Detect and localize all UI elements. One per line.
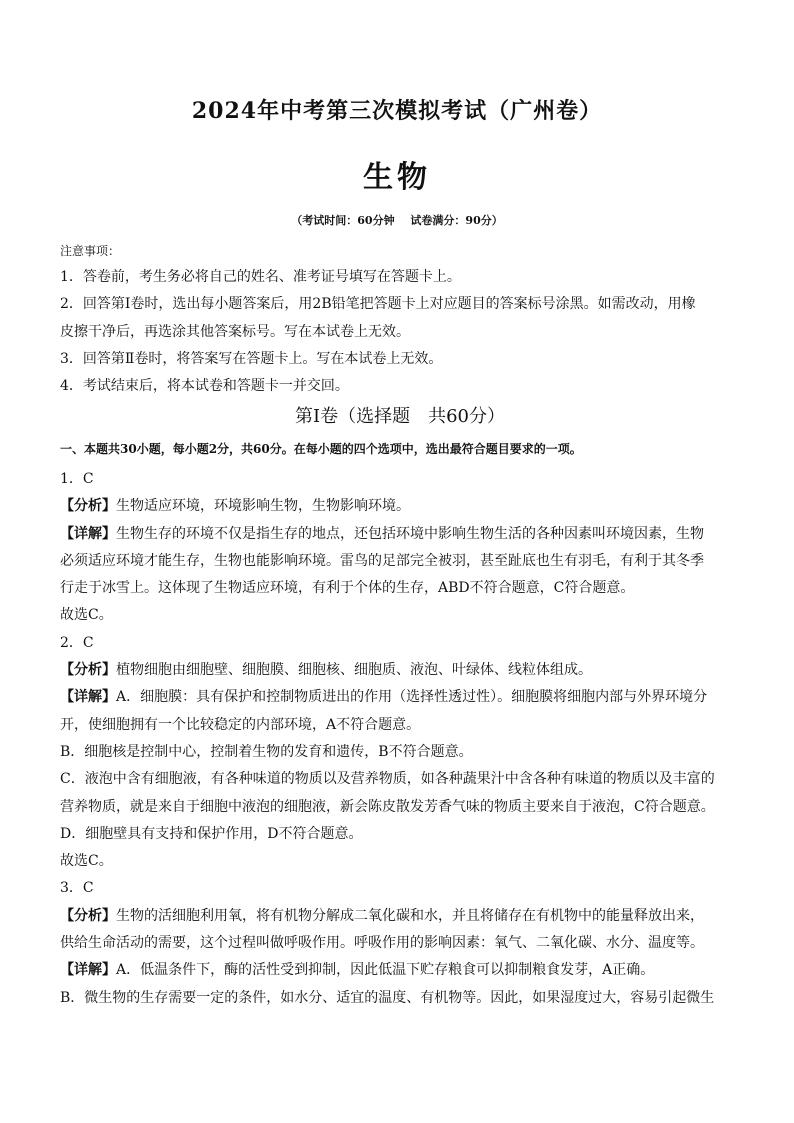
answer-number: 3．C [60,880,94,897]
detail-line: 开，使细胞拥有一个比较稳定的内部环境，A不符合题意。 [60,716,421,733]
analysis-line: 供给生命活动的需要，这个过程叫做呼吸作用。呼吸作用的影响因素：氧气、二氧化碳、水分、温度等。 [60,935,704,952]
analysis-tag: 【分析】 [60,907,116,924]
exam-score: 试卷满分：90分） [410,214,503,227]
analysis-tag: 【分析】 [60,662,116,679]
note-item: 1．答卷前，考生务必将自己的姓名、准考证号填写在答题卡上。 [60,269,461,285]
answer-number: 2．C [60,634,94,651]
answers-block [60,466,740,1012]
note-item: 3．回答第Ⅱ卷时，将答案写在答题卡上。写在本试卷上无效。 [60,350,443,367]
section-instruction: 一、本题共30小题，每小题2分，共60分。在每小题的四个选项中，选出最符合题目要求的一项。 [60,442,582,456]
analysis-line: 【分析】生物的活细胞利用氧，将有机物分解成二氧化碳和水，并且将储存在有机物中的能量释放出来， [60,907,704,924]
conclusion-line: 故选C。 [60,607,113,624]
analysis-tag: 【分析】 [60,498,116,515]
detail-line: D．细胞壁具有支持和保护作用，D不符合题意。 [60,825,363,842]
detail-line: 【详解】生物生存的环境不仅是指生存的地点，还包括环境中影响生物生活的各种因素叫环境因素，生物 [60,525,704,542]
note-item: 2．回答第Ⅰ卷时，选出每小题答案后，用2B铅笔把答题卡上对应题目的答案标号涂黑。如需改动，用橡 [60,296,696,313]
detail-line: 必须适应环境才能生存，生物也能影响环境。雷鸟的足部完全被羽，甚至趾底也生有羽毛，有利于其冬季 [60,552,704,569]
detail-line: 行走于冰雪上。这体现了生物适应环境，有利于个体的生存，ABD不符合题意，C符合题意。 [60,580,635,597]
conclusion-line: 故选C。 [60,853,113,870]
notes-heading: 注意事项： [60,244,121,258]
exam-title: 2024年中考第三次模拟考试（广州卷） [191,98,603,124]
notes-block [60,238,740,400]
detail-line: C．液泡中含有细胞液，有各种味道的物质以及营养物质，如各种蔬果汁中含各种有味道的物质以及丰富的 [60,771,715,788]
exam-subject: 生物 [363,160,431,195]
detail-line: 【详解】A．细胞膜：具有保护和控制物质进出的作用（选择性透过性）。细胞膜将细胞内部与外界环境分 [60,689,708,706]
section-title: 第Ⅰ卷（选择题 共60分） [294,406,505,427]
section-block [60,400,740,464]
answer-number: 1．C [60,471,94,487]
exam-meta [0,212,794,228]
detail-line: B．细胞核是控制中心，控制着生物的发育和遗传，B不符合题意。 [60,743,473,760]
analysis-line: 【分析】植物细胞由细胞壁、细胞膜、细胞核、细胞质、液泡、叶绿体、线粒体组成。 [60,662,592,679]
note-item: 皮擦干净后，再选涂其他答案标号。写在本试卷上无效。 [60,323,410,340]
detail-line: B．微生物的生存需要一定的条件，如水分、适宜的温度、有机物等。因此，如果湿度过大，容易引起微生 [60,989,715,1006]
detail-tag: 【详解】 [60,525,116,542]
detail-line: 【详解】A．低温条件下，酶的活性受到抑制，因此低温下贮存粮食可以抑制粮食发芽，A正确。 [60,962,655,979]
exam-time: （考试时间：60分钟 [291,214,395,227]
analysis-line: 【分析】生物适应环境，环境影响生物，生物影响环境。 [60,498,410,515]
detail-tag: 【详解】 [60,962,116,979]
note-item: 4．考试结束后，将本试卷和答题卡一并交回。 [60,378,349,395]
detail-line: 营养物质，就是来自于细胞中液泡的细胞液，新会陈皮散发芳香气味的物质主要来自于液泡，C符合题意。 [60,798,715,815]
detail-tag: 【详解】 [60,689,116,706]
